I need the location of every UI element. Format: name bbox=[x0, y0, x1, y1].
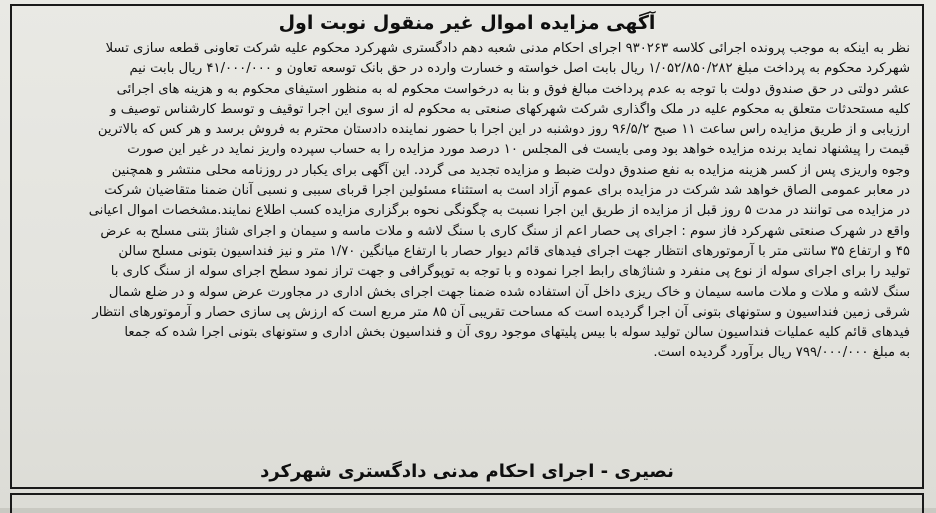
notice-line: سنگ لاشه و ملات و ملات ماسه سیمان و خاک ریزی داخل آن استفاده شده ضمنا جهت اجرای بخش اداری در مجاورت عرض سوله و در ضلع شمال bbox=[108, 284, 910, 300]
notice-line: شرقی زمین فنداسیون و ستونهای بتونی آن اجرا گردیده است که مساحت تقریبی آن ۸۵ متر مربع است که ارزش پی سازی حصار و آرموتورهای انتظار bbox=[92, 304, 910, 320]
notice-line: واقع در شهرک صنعتی شهرکرد فاز سوم : اجرای پی حصار اعم از سنگ کاری با سنگ لاشه و ملات ماسه و سیمان و اجرای شناژ بتنی مسلح به عرض bbox=[100, 223, 910, 239]
notice-line: به مبلغ ۷۹۹/۰۰۰/۰۰۰ ریال برآورد گردیده است. bbox=[653, 345, 910, 361]
notice-body bbox=[28, 39, 910, 364]
notice-line: قیمت را پیشنهاد نماید برنده مزایده خواهد بود ومی بایست فی المجلس ۱۰ درصد مورد مزایده را به حساب سپرده واریز نماید در غیر این صورت bbox=[127, 142, 910, 158]
notice-line: در معابر عمومی الصاق خواهد شد شرکت در مزایده برای عموم آزاد است به استثناء مسئولین اجرا قربای سببی و نسبی آنان ضمنا متقاضیان شرکت bbox=[104, 183, 910, 199]
notice-line: ۴۵ و ارتفاع ۳۵ سانتی متر با آرموتورهای انتظار جهت اجرای فیدهای قائم دیوار حصار با ارتفاع میانگین ۱/۷۰ متر و نیز فنداسیون بتونی مسلح سالن bbox=[118, 243, 910, 259]
notice-title: آگهی مزایده اموال غیر منقول نوبت اول bbox=[278, 12, 656, 34]
notice-line: تولید را برای اجرای سوله از نوع پی منفرد و شناژهای رابط اجرا نموده و با توجه به توپوگرافی و جهت تراز نمود سطح اجرای سوله از سنگ کاری با bbox=[110, 264, 910, 280]
notice-line: فیدهای قائم کلیه عملیات فنداسیون سالن تولید سوله با بیس پلیتهای موجود روی آن و فنداسیون بخش اداری و ستونهای بتونی اجرا شده که جمعا bbox=[124, 325, 910, 341]
notice-line: کلیه مستحدثات متعلق به محکوم علیه در ملک واگذاری شرکت شهرکهای صنعتی به محکوم له از سوی این اجرا توقیف و توسط کارشناس توصیف و bbox=[110, 101, 910, 117]
notice-line: عشر دولتی در حق صندوق دولت با توجه به عدم پرداخت مبالغ فوق و بنا به درخواست محکوم له به منظور استیفای محکوم به و هزینه های اجرائی bbox=[116, 81, 910, 97]
notice-line: در مزایده می توانند در مدت ۵ روز قبل از مزایده از طریق این اجرا نسبت به چگونگی نحوه برگزاری مزایده کسب اطلاع نمایند.مشخصات اموال اعیانی bbox=[88, 203, 910, 219]
notice-line: ارزیابی و از طریق مزایده راس ساعت ۱۱ صبح ۹۶/۵/۲ روز دوشنبه در این اجرا با حضور نماینده دادستان محترم به فروش برسد و هر کس که بالاترین bbox=[97, 122, 910, 138]
notice-frame bbox=[10, 4, 924, 489]
notice-signature: نصیری - اجرای احکام مدنی دادگستری شهرکرد bbox=[260, 461, 674, 482]
notice-line: شهرکرد محکوم به پرداخت مبلغ ۱/۰۵۲/۸۵۰/۲۸۲ ریال بابت اصل خواسته و خسارت وارده در حق بانک توسعه تعاون و ۴۱/۰۰۰/۰۰۰ ریال بابت نیم bbox=[129, 61, 910, 77]
adjacent-notice-border bbox=[10, 493, 924, 513]
notice-line: وجوه واریزی پس از کسر هزینه مزایده به نفع صندوق دولت ضبط و مزایده تجدید می گردد. این آگهی برای یکبار در روزنامه محلی منتشر و همچنین bbox=[111, 162, 910, 178]
notice-line: نظر به اینکه به موجب پرونده اجرائی کلاسه ۹۳۰۲۶۳ اجرای احکام مدنی شعبه دهم دادگستری شهرکرد محکوم علیه شرکت تعاونی قطعه سازی تسلا bbox=[105, 41, 910, 56]
